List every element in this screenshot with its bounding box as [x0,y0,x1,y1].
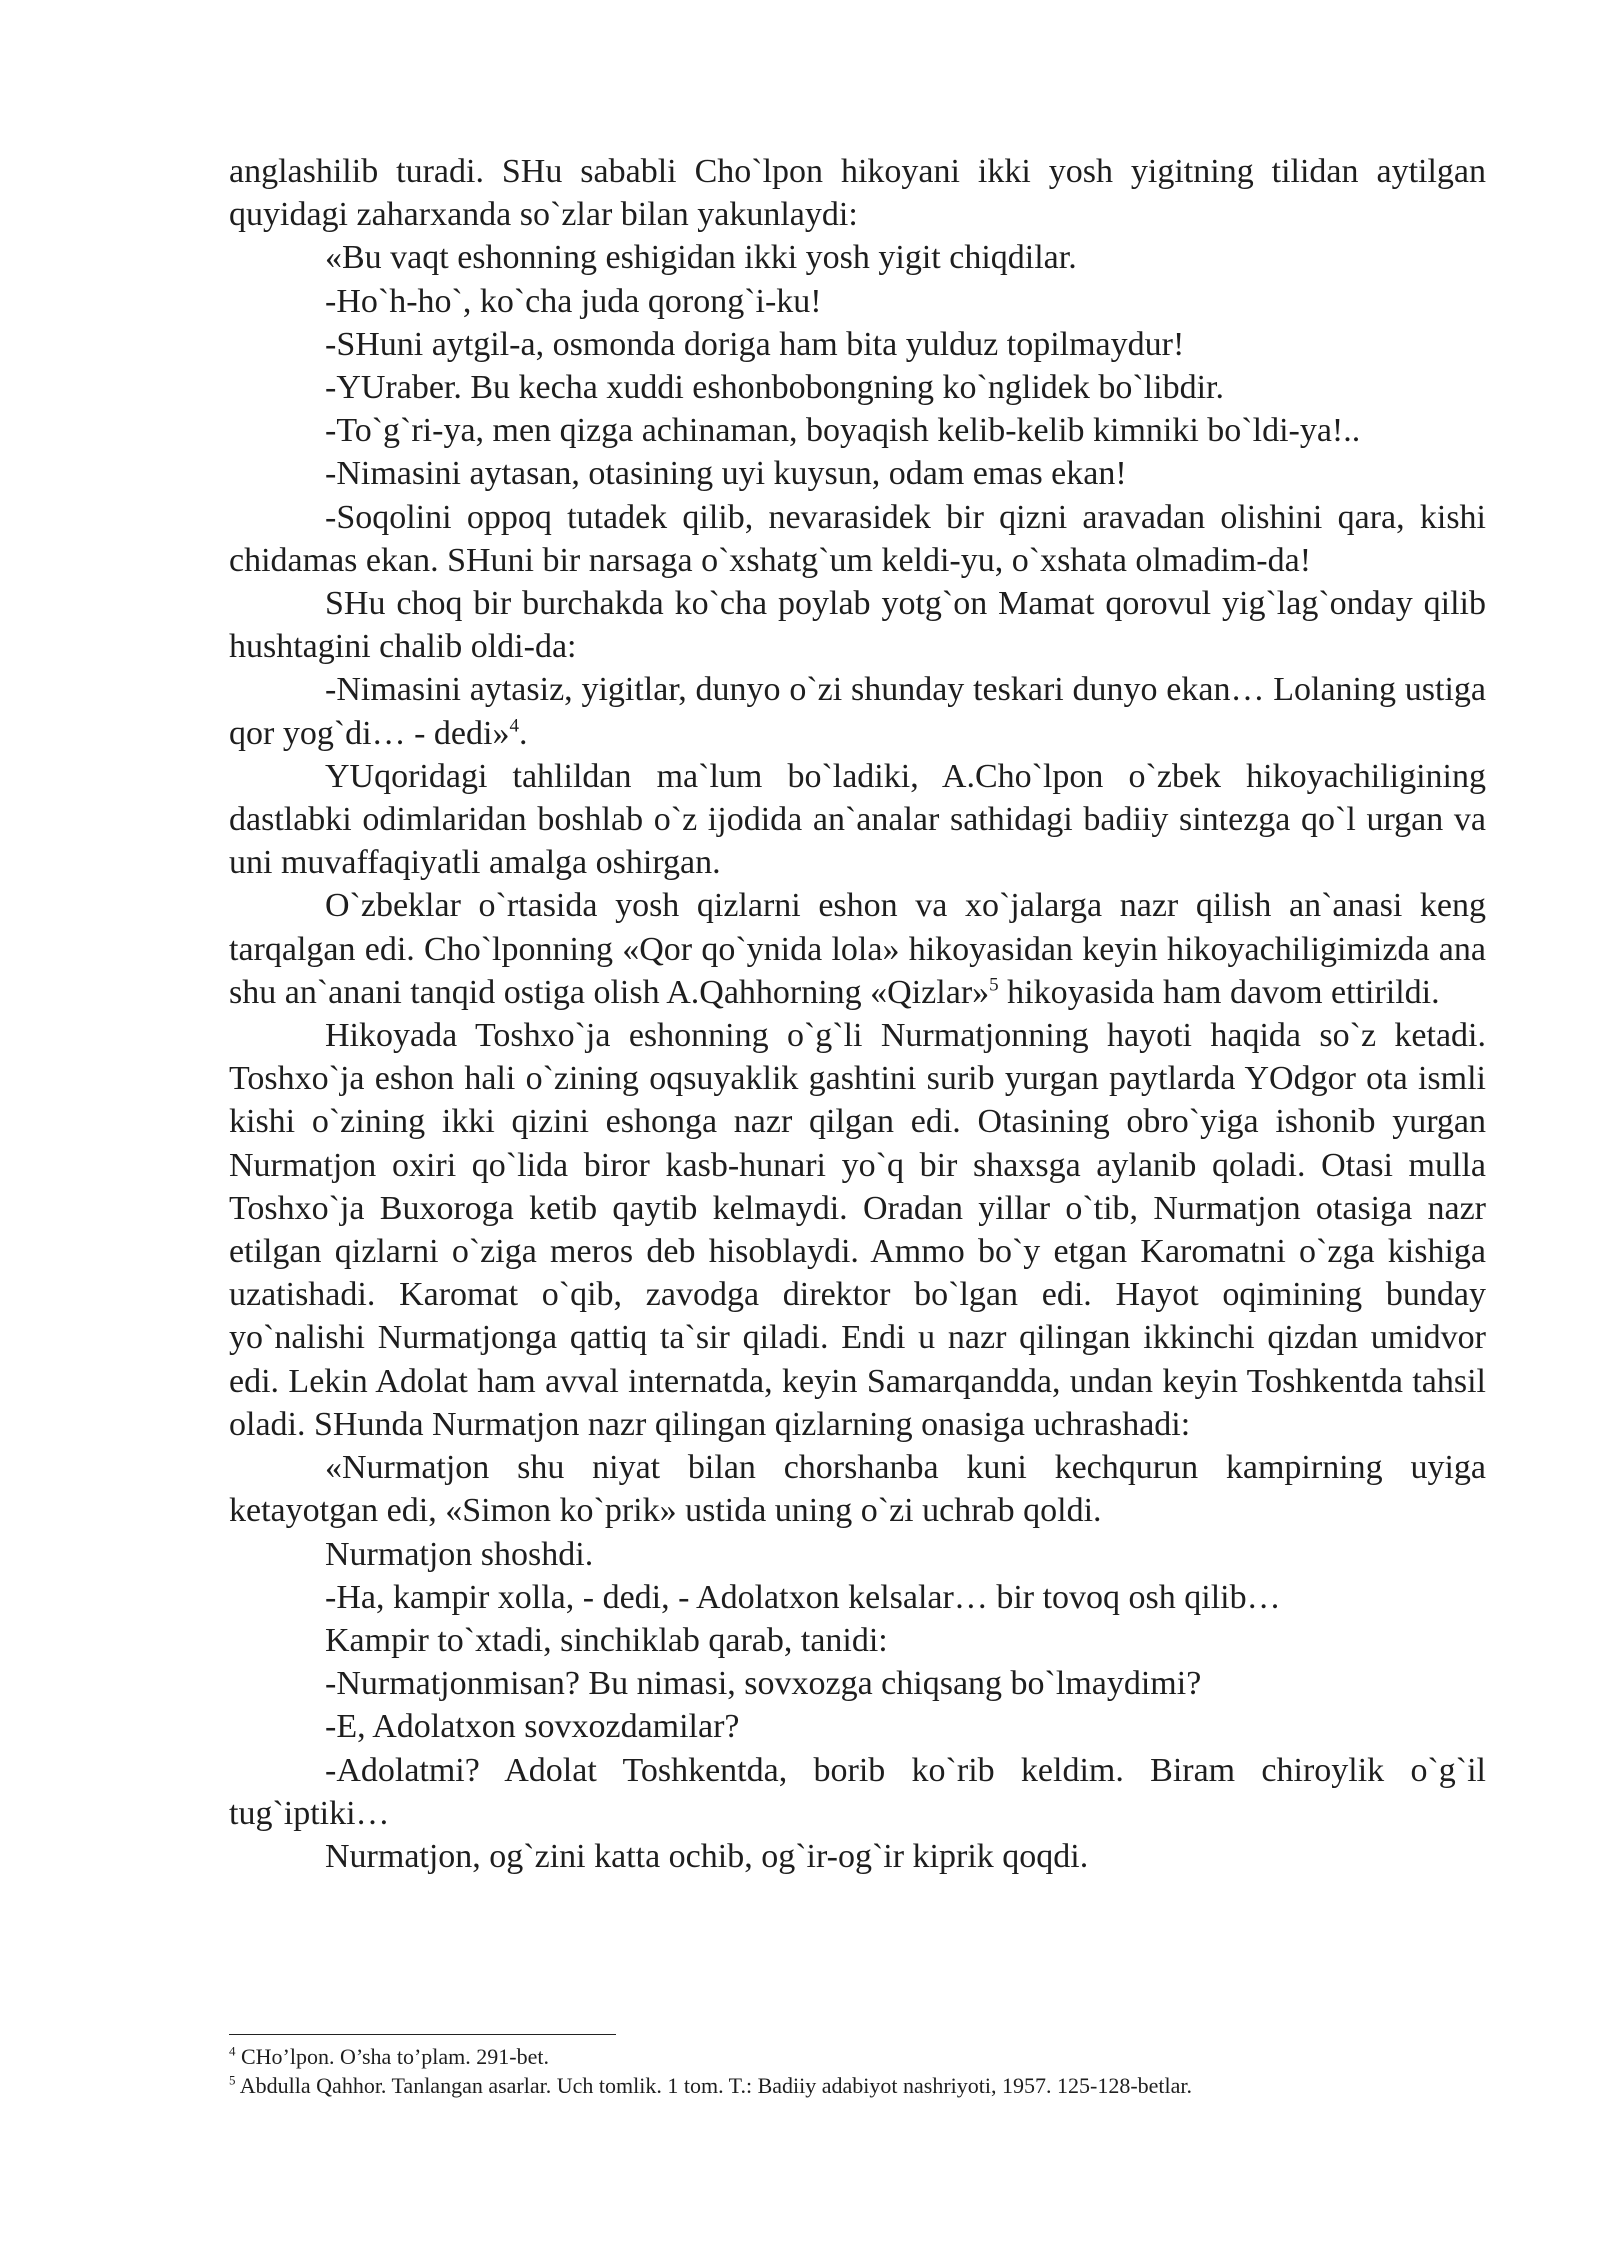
footnote-number: 4 [229,2043,236,2059]
footnote-divider [229,2034,616,2035]
quote-line: -To`g`ri-ya, men qizga achinaman, boyaqish kelib-kelib kimniki bo`ldi-ya!.. [325,412,1361,450]
quote-line: Nurmatjon shoshdi. [325,1535,594,1573]
quote-line: -Nimasini aytasan, otasining uyi kuysun, odam emas ekan! [325,455,1127,493]
paragraph: Hikoyada Toshxo`ja eshonning o`g`li Nurmatjonning hayoti haqida so`z ketadi. Toshxo`ja eshon hali o`zining oqsuyaklik gashtini surib yurgan paytlarda YOdgor ota ismli kishi o`zining ikki qizini eshonga nazr qilgan edi. Otasining obro`yiga ishonib yurgan Nurmatjon oxiri qo`lida biror kasb-hunari yo`q bir shaxsga aylanib qoladi. Otasi mulla Toshxo`ja Buxoroga ketib qaytib kelmaydi. Oradan yillar o`tib, Nurmatjon otasiga nazr etilgan qizlarni o`ziga meros deb hisoblaydi. Ammo bo`y etgan Karomatni o`zga kishiga uzatishadi. Karomat o`qib, zavodga direktor bo`lgan edi. Hayot oqimining bunday yo`nalishi Nurmatjonga qattiq ta`sir qiladi. Endi u nazr qilingan ikkinchi qizdan umidvor edi. Lekin Adolat ham avval internatda, keyin Samarqandda, undan keyin Toshkentda tahsil oladi. SHunda Nurmatjon nazr qilingan qizlarning onasiga uchrashadi: [229,1017,1486,1443]
footnote [229,2072,1486,2101]
footnote [229,2043,1486,2072]
quote-line: «Bu vaqt eshonning eshigidan ikki yosh yigit chiqdilar. [325,239,1077,277]
quote-line: «Nurmatjon shu niyat bilan chorshanba kuni kechqurun kampirning uyiga ketayotgan edi, «Simon ko`prik» ustida uning o`zi uchrab qoldi. [229,1449,1486,1530]
quote-line: -Nurmatjonmisan? Bu nimasi, sovxozga chiqsang bo`lmaydimi? [325,1665,1202,1703]
quote-line: -Adolatmi? Adolat Toshkentda, borib ko`rib keldim. Biram chiroylik o`g`il tug`iptiki… [229,1751,1486,1832]
quote-line: -Soqolini oppoq tutadek qilib, nevarasidek bir qizni aravadan olishini qara, kishi chidamas ekan. SHuni bir narsaga o`xshatg`um keldi-yu, o`xshata olmadim-da! [229,498,1486,579]
quote-line: -YUraber. Bu kecha xuddi eshonbobongning ko`nglidek bo`libdir. [325,369,1224,407]
quote-line: -Ha, kampir xolla, - dedi, - Adolatxon kelsalar… bir tovoq osh qilib… [325,1578,1281,1616]
quote-line: -Ho`h-ho`, ko`cha juda qorong`i-ku! [325,282,822,320]
quote-end: . [518,714,528,752]
paragraph-text: O`zbeklar o`rtasida yosh qizlarni eshon va xo`jalarga nazr qilish an`anasi keng tarqalgan edi. Cho`lponning «Qor qo`ynida lola» hikoyasidan keyin hikoyachiligimizda ana shu an`anani tanqid ostiga olish A.Qahhorning «Qizlar» [229,887,1486,1011]
quote-line: -E, Adolatxon sovxozdamilar? [325,1708,740,1746]
quote-line: Kampir to`xtadi, sinchiklab qarab, tanidi: [325,1621,888,1659]
paragraph-end: hikoyasida ham davom ettirildi. [998,973,1440,1011]
footnote-text: CHo’lpon. O’sha to’plam. 291-bet. [235,2044,549,2069]
footnote-ref[interactable]: 4 [509,715,519,737]
quote-line: SHu choq bir burchakda ko`cha poylab yotg`on Mamat qorovul yig`lag`onday qilib hushtagini chalib oldi-da: [229,585,1486,666]
footnote-number: 5 [229,2072,236,2088]
quote-line: -SHuni aytgil-a, osmonda doriga ham bita yulduz topilmaydur! [325,325,1185,363]
footnote-text: Abdulla Qahhor. Tanlangan asarlar. Uch tomlik. 1 tom. T.: Badiiy adabiyot nashriyoti, 1957. 125-128-betlar. [235,2072,1193,2098]
paragraph: YUqoridagi tahlildan ma`lum bo`ladiki, A.Cho`lpon o`zbek hikoyachiligining dastlabki odimlaridan boshlab o`z ijodida an`analar sathidagi badiiy sintezga qo`l urgan va uni muvaffaqiyatli amalga oshirgan. [229,757,1486,882]
paragraph [229,884,1486,1014]
footnotes [229,2034,1486,2100]
paragraph: anglashilib turadi. SHu sababli Cho`lpon hikoyani ikki yosh yigitning tilidan aytilgan quyidagi zaharxanda so`zlar bilan yakunlaydi: [229,153,1486,234]
page-body [229,150,1486,1878]
quote-line [229,668,1486,754]
quote-line: Nurmatjon, og`zini katta ochib, og`ir-og`ir kiprik qoqdi. [325,1837,1089,1875]
quote-text: -Nimasini aytasiz, yigitlar, dunyo o`zi shunday teskari dunyo ekan… Lolaning ustiga qor yog`di… - dedi» [229,671,1486,752]
footnote-ref[interactable]: 5 [989,974,999,996]
